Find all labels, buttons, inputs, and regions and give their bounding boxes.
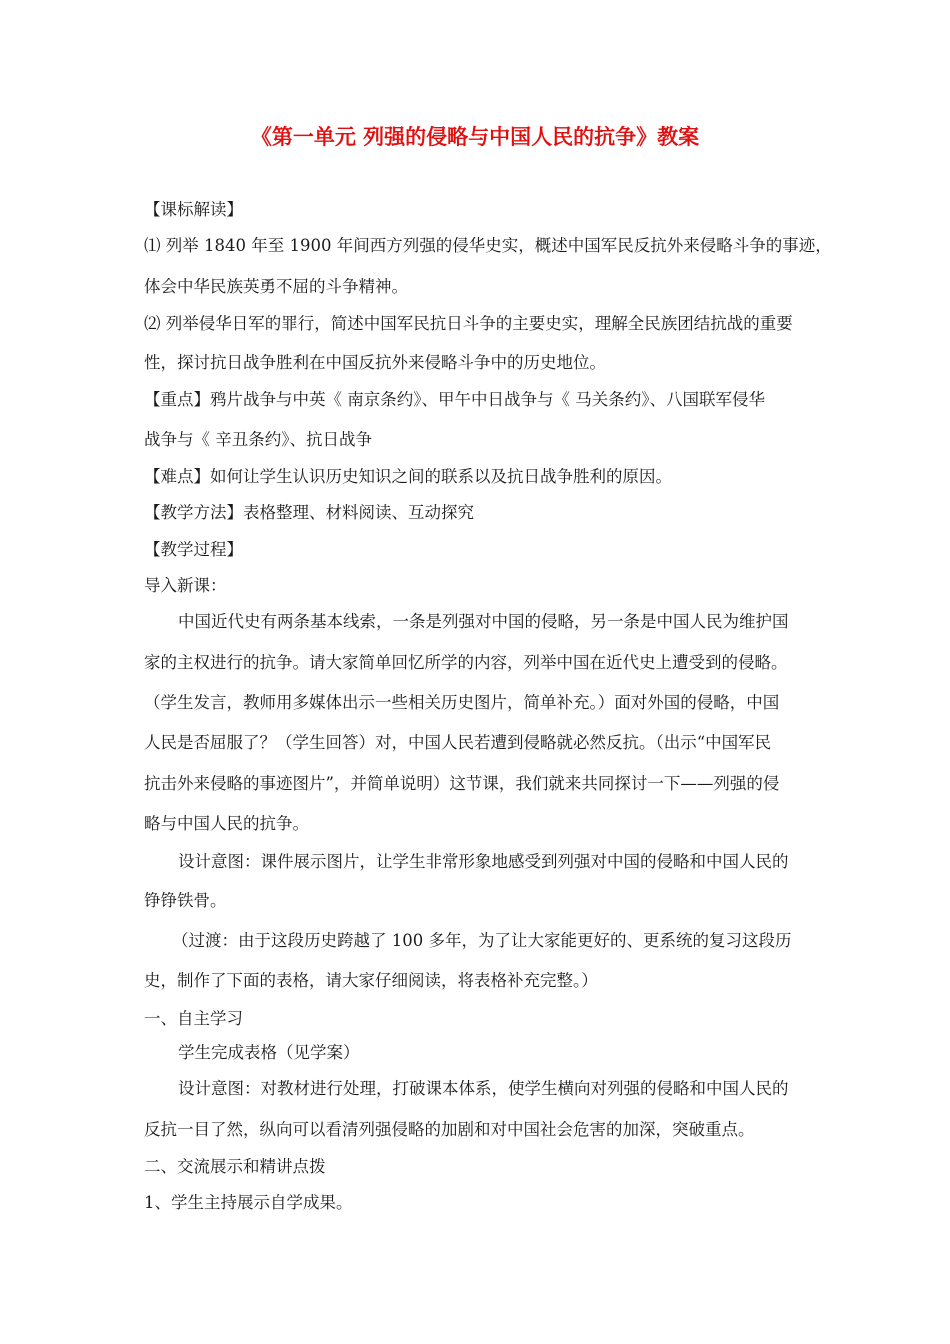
text-line: （学生发言，教师用多媒体出示一些相关历史图片，简单补充。）面对外国的侵略，中国 (144, 693, 780, 712)
paragraph-start: 中国近代史有两条基本线索，一条是列强对中国的侵略，另一条是中国人民为维护国 (178, 612, 789, 631)
text-line: 史，制作了下面的表格，请大家仔细阅读，将表格补充完整。） (144, 971, 598, 990)
section-heading: 【教学过程】 (144, 540, 243, 559)
text-line: 略与中国人民的抗争。 (144, 814, 309, 833)
document-title: 《第一单元 列强的侵略与中国人民的抗争》教案 (250, 125, 700, 149)
text-line: 体会中华民族英勇不屈的斗争精神。 (144, 277, 408, 296)
text-line: 性，探讨抗日战争胜利在中国反抗外来侵略斗争中的历史地位。 (144, 353, 606, 372)
text-line: 反抗一目了然，纵向可以看清列强侵略的加剧和对中国社会危害的加深，突破重点。 (144, 1120, 755, 1139)
text-line: 导入新课： (144, 576, 227, 595)
text-line: ⑴ 列举 1840 年至 1900 年间西方列强的侵华史实，概述中国军民反抗外来侵略斗争的事迹， (144, 236, 832, 255)
text-line: 战争与《 辛丑条约》、抗日战争 (144, 430, 372, 449)
section-heading: 一、自主学习 (144, 1009, 243, 1028)
text-line: 【重点】鸦片战争与中英《 南京条约》、甲午中日战争与《 马关条约》、八国联军侵华 (144, 390, 765, 409)
text-line: 人民是否屈服了？（学生回答）对，中国人民若遭到侵略就必然反抗。（出示“中国军民 (144, 733, 772, 752)
paragraph-start: 设计意图：对教材进行处理，打破课本体系，使学生横向对列强的侵略和中国人民的 (178, 1079, 789, 1098)
text-line: 1、学生主持展示自学成果。 (144, 1193, 353, 1212)
text-line: 抗击外来侵略的事迹图片”，并简单说明）这节课，我们就来共同探讨一下——列强的侵 (144, 774, 780, 793)
paragraph-start: （过渡：由于这段历史跨越了 100 多年，为了让大家能更好的、更系统的复习这段历 (172, 931, 792, 950)
section-heading: 【课标解读】 (144, 200, 243, 219)
text-line: 【教学方法】表格整理、材料阅读、互动探究 (144, 503, 474, 522)
text-line: 铮铮铁骨。 (144, 891, 227, 910)
text-line: 家的主权进行的抗争。请大家简单回忆所学的内容，列举中国在近代史上遭受到的侵略。 (144, 653, 788, 672)
text-line: 【难点】如何让学生认识历史知识之间的联系以及抗日战争胜利的原因。 (144, 467, 672, 486)
paragraph-start: 学生完成表格（见学案） (178, 1043, 360, 1062)
section-heading: 二、交流展示和精讲点拨 (144, 1157, 326, 1176)
text-line: ⑵ 列举侵华日军的罪行，简述中国军民抗日斗争的主要史实，理解全民族团结抗战的重要 (144, 314, 793, 333)
paragraph-start: 设计意图：课件展示图片，让学生非常形象地感受到列强对中国的侵略和中国人民的 (178, 852, 789, 871)
